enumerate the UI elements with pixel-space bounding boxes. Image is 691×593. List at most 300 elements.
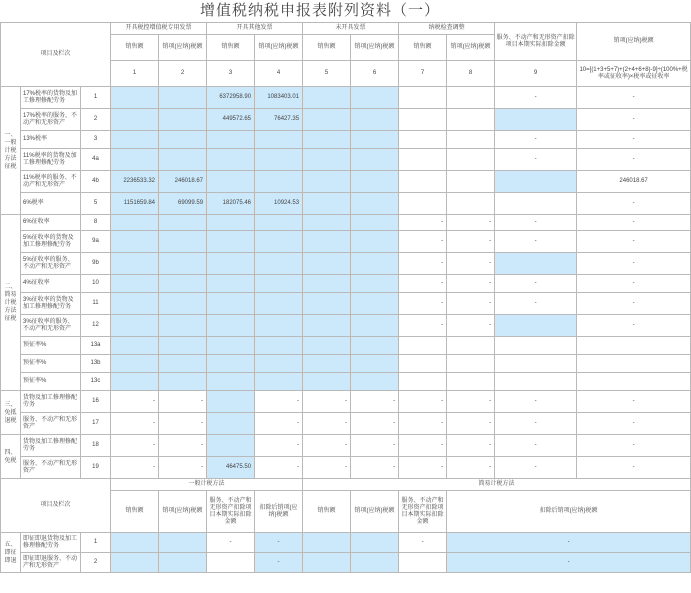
value-cell <box>207 231 255 253</box>
value-cell <box>447 171 495 193</box>
value-cell <box>111 109 159 131</box>
table-row <box>1 337 691 355</box>
value-cell: 69099.59 <box>159 193 207 215</box>
value-cell <box>159 149 207 171</box>
row-number: 3 <box>81 131 111 149</box>
value-cell <box>207 171 255 193</box>
form-title: 增值税纳税申报表附列资料（一） <box>199 2 440 19</box>
tax-header: 销项(应纳)税额 <box>351 491 399 533</box>
value-cell: - <box>351 391 399 413</box>
value-cell <box>255 275 303 293</box>
row-label: 预征率% <box>21 355 81 373</box>
value-cell <box>207 131 255 149</box>
value-cell <box>207 373 255 391</box>
value-cell <box>351 149 399 171</box>
value-cell: - <box>577 215 691 231</box>
value-cell <box>111 315 159 337</box>
table-row <box>1 391 691 413</box>
tax-header: 销项(应纳)税额 <box>351 35 399 61</box>
value-cell <box>207 355 255 373</box>
value-cell: - <box>447 533 691 553</box>
formula-cell: 10=[(1+3+5+7)+(2+4+6+8)-9]÷(100%+税率或征收率)×税率或征收率 <box>577 61 691 87</box>
value-cell <box>207 215 255 231</box>
value-cell <box>495 315 577 337</box>
value-cell <box>303 553 351 573</box>
value-cell <box>255 315 303 337</box>
value-cell: - <box>399 533 447 553</box>
value-cell <box>303 355 351 373</box>
value-cell: 76427.35 <box>255 109 303 131</box>
value-cell <box>447 193 495 215</box>
row-number: 12 <box>81 315 111 337</box>
value-cell: - <box>447 435 495 457</box>
table-row <box>1 275 691 293</box>
row-label: 3%征收率的货物及加工修理修配劳务 <box>21 293 81 315</box>
value-cell: 46475.50 <box>207 457 255 479</box>
section-label: 三、免抵退税 <box>1 391 21 435</box>
value-cell <box>303 337 351 355</box>
col-number: 4 <box>255 61 303 87</box>
value-cell: - <box>303 457 351 479</box>
value-cell <box>207 391 255 413</box>
value-cell <box>495 373 577 391</box>
value-cell: - <box>577 275 691 293</box>
value-cell: 1083403.01 <box>255 87 303 109</box>
tax-header: 销项(应纳)税额 <box>255 35 303 61</box>
row-label: 4%征收率 <box>21 275 81 293</box>
value-cell <box>495 355 577 373</box>
value-cell <box>399 553 447 573</box>
value-cell <box>303 171 351 193</box>
value-cell: - <box>447 315 495 337</box>
row-number: 9b <box>81 253 111 275</box>
value-cell: - <box>399 413 447 435</box>
row-number: 13a <box>81 337 111 355</box>
value-cell <box>255 355 303 373</box>
row-number: 2 <box>81 553 111 573</box>
table-row <box>1 109 691 131</box>
value-cell: - <box>255 435 303 457</box>
value-cell <box>111 131 159 149</box>
table-row <box>1 231 691 253</box>
value-cell <box>207 435 255 457</box>
value-cell <box>159 215 207 231</box>
table-row <box>1 149 691 171</box>
value-cell <box>255 171 303 193</box>
table-row <box>1 193 691 215</box>
value-cell <box>159 131 207 149</box>
row-number: 9a <box>81 231 111 253</box>
value-cell <box>207 337 255 355</box>
value-cell <box>303 253 351 275</box>
value-cell <box>303 109 351 131</box>
tax-header: 销项(应纳)税额 <box>159 491 207 533</box>
value-cell: - <box>159 391 207 413</box>
after-deduct-header: 扣除后销项(应纳)税额 <box>447 491 691 533</box>
value-cell <box>303 315 351 337</box>
value-cell: - <box>577 457 691 479</box>
value-cell: - <box>399 293 447 315</box>
row-label: 13%税率 <box>21 131 81 149</box>
col-number: 3 <box>207 61 255 87</box>
value-cell: 1151659.84 <box>111 193 159 215</box>
value-cell <box>255 337 303 355</box>
row-number: 17 <box>81 413 111 435</box>
value-cell: - <box>577 87 691 109</box>
value-cell: - <box>399 315 447 337</box>
value-cell <box>159 87 207 109</box>
table-row <box>1 457 691 479</box>
sales-header: 销售额 <box>111 491 159 533</box>
row-label: 服务、不动产和无形资产 <box>21 457 81 479</box>
value-cell: - <box>255 391 303 413</box>
value-cell <box>303 275 351 293</box>
row-label: 11%税率的服务、不动产和无形资产 <box>21 171 81 193</box>
value-cell <box>577 337 691 355</box>
value-cell: - <box>111 413 159 435</box>
row-label: 即征即退货物及加工修理修配劳务 <box>21 533 81 553</box>
value-cell: 2236533.32 <box>111 171 159 193</box>
row-label: 货物及加工修理修配劳务 <box>21 435 81 457</box>
table-row <box>1 479 691 491</box>
value-cell <box>577 373 691 391</box>
value-cell <box>399 171 447 193</box>
row-number: 5 <box>81 193 111 215</box>
value-cell: - <box>111 435 159 457</box>
value-cell <box>159 109 207 131</box>
row-number: 13c <box>81 373 111 391</box>
simple-method-header: 简易计税方法 <box>303 479 691 491</box>
value-cell <box>111 87 159 109</box>
value-cell: - <box>111 457 159 479</box>
value-cell: - <box>255 457 303 479</box>
section-label: 五、即征即退 <box>1 533 21 573</box>
value-cell <box>111 373 159 391</box>
after-deduct-header: 扣除后销项(应纳)税额 <box>255 491 303 533</box>
table-row <box>1 87 691 109</box>
group-header: 开具其他发票 <box>207 23 303 35</box>
value-cell: - <box>399 275 447 293</box>
value-cell: - <box>159 457 207 479</box>
value-cell: - <box>495 215 577 231</box>
value-cell <box>399 131 447 149</box>
value-cell <box>447 373 495 391</box>
col-number: 2 <box>159 61 207 87</box>
value-cell <box>111 355 159 373</box>
value-cell: - <box>447 457 495 479</box>
value-cell: - <box>447 553 691 573</box>
col-number: 9 <box>495 61 577 87</box>
value-cell <box>111 533 159 553</box>
value-cell <box>303 87 351 109</box>
value-cell <box>111 149 159 171</box>
group-header: 未开具发票 <box>303 23 399 35</box>
value-cell <box>495 109 577 131</box>
value-cell <box>303 533 351 553</box>
value-cell: - <box>351 457 399 479</box>
value-cell <box>351 253 399 275</box>
value-cell: - <box>447 275 495 293</box>
table-row <box>1 131 691 149</box>
value-cell <box>351 355 399 373</box>
item-col-header: 项目及栏次 <box>1 23 111 87</box>
value-cell <box>207 275 255 293</box>
value-cell: - <box>303 391 351 413</box>
value-cell <box>399 193 447 215</box>
value-cell <box>111 215 159 231</box>
row-number: 16 <box>81 391 111 413</box>
value-cell: - <box>303 413 351 435</box>
general-method-header: 一般计税方法 <box>111 479 303 491</box>
value-cell <box>351 337 399 355</box>
value-cell: - <box>495 231 577 253</box>
value-cell <box>399 149 447 171</box>
value-cell <box>399 337 447 355</box>
value-cell: - <box>577 315 691 337</box>
row-label: 服务、不动产和无形资产 <box>21 413 81 435</box>
col-number: 1 <box>111 61 159 87</box>
value-cell <box>159 355 207 373</box>
value-cell: - <box>577 131 691 149</box>
value-cell <box>159 315 207 337</box>
value-cell <box>207 253 255 275</box>
table-row <box>1 413 691 435</box>
table-row <box>1 215 691 231</box>
row-label: 5%征收率的货物及加工修理修配劳务 <box>21 231 81 253</box>
table-row <box>1 23 691 35</box>
value-cell: - <box>255 553 303 573</box>
value-cell: - <box>577 391 691 413</box>
value-cell <box>303 193 351 215</box>
value-cell <box>351 87 399 109</box>
value-cell <box>399 109 447 131</box>
value-cell <box>303 231 351 253</box>
value-cell <box>255 373 303 391</box>
tax-header: 销项(应纳)税额 <box>159 35 207 61</box>
row-label: 即征即退服务、不动产和无形资产 <box>21 553 81 573</box>
value-cell: - <box>255 533 303 553</box>
group-header: 纳税检查调整 <box>399 23 495 35</box>
value-cell: - <box>447 253 495 275</box>
col-number: 6 <box>351 61 399 87</box>
deduct-header: 服务、不动产和无形资产扣除项目本期实际扣除金额 <box>399 491 447 533</box>
value-cell <box>495 253 577 275</box>
table-row <box>1 553 691 573</box>
value-cell <box>351 553 399 573</box>
value-cell: - <box>351 413 399 435</box>
value-cell: - <box>495 275 577 293</box>
value-cell: - <box>577 435 691 457</box>
value-cell: - <box>577 413 691 435</box>
row-number: 19 <box>81 457 111 479</box>
row-label: 17%税率的货物及加工修理修配劳务 <box>21 87 81 109</box>
value-cell <box>351 373 399 391</box>
value-cell <box>495 171 577 193</box>
value-cell: - <box>159 413 207 435</box>
table-row <box>1 171 691 193</box>
value-cell <box>255 253 303 275</box>
value-cell <box>447 109 495 131</box>
row-label: 17%税率的服务、不动产和无形资产 <box>21 109 81 131</box>
value-cell <box>447 355 495 373</box>
value-cell: - <box>495 149 577 171</box>
value-cell: - <box>495 413 577 435</box>
value-cell <box>495 193 577 215</box>
attached-schedule-table <box>0 22 691 573</box>
value-cell <box>159 337 207 355</box>
value-cell: - <box>577 231 691 253</box>
value-cell: - <box>495 457 577 479</box>
item-col-header: 项目及栏次 <box>1 479 111 533</box>
section-label: 一、一般计税方法征税 <box>1 87 21 215</box>
value-cell <box>303 293 351 315</box>
value-cell <box>111 275 159 293</box>
table-row <box>1 435 691 457</box>
value-cell: - <box>111 391 159 413</box>
table-row <box>1 253 691 275</box>
value-cell: - <box>495 293 577 315</box>
deduct-header: 服务、不动产和无形资产扣除项目本期实际扣除金额 <box>495 23 577 61</box>
value-cell: - <box>399 215 447 231</box>
value-cell <box>447 149 495 171</box>
value-cell: - <box>303 435 351 457</box>
value-cell: - <box>399 231 447 253</box>
value-cell <box>159 253 207 275</box>
table-row <box>1 533 691 553</box>
value-cell <box>159 553 207 573</box>
row-number: 4b <box>81 171 111 193</box>
section-label: 二、简易计税方法征税 <box>1 215 21 391</box>
value-cell <box>255 215 303 231</box>
row-label: 11%税率的货物及加工修理修配劳务 <box>21 149 81 171</box>
sales-header: 销售额 <box>111 35 159 61</box>
value-cell <box>303 149 351 171</box>
table-row <box>1 373 691 391</box>
value-cell <box>351 171 399 193</box>
table-row <box>1 355 691 373</box>
row-label: 6%税率 <box>21 193 81 215</box>
value-cell <box>207 293 255 315</box>
value-cell: - <box>577 253 691 275</box>
value-cell: - <box>207 533 255 553</box>
value-cell <box>159 231 207 253</box>
row-number: 13b <box>81 355 111 373</box>
value-cell <box>303 131 351 149</box>
value-cell <box>399 87 447 109</box>
value-cell <box>447 87 495 109</box>
row-number: 10 <box>81 275 111 293</box>
value-cell <box>255 231 303 253</box>
value-cell: 182075.46 <box>207 193 255 215</box>
value-cell <box>111 293 159 315</box>
value-cell <box>495 337 577 355</box>
row-number: 18 <box>81 435 111 457</box>
value-cell <box>255 293 303 315</box>
value-cell <box>351 275 399 293</box>
value-cell: - <box>159 435 207 457</box>
value-cell <box>255 149 303 171</box>
value-cell: - <box>447 391 495 413</box>
value-cell <box>207 149 255 171</box>
value-cell <box>351 215 399 231</box>
row-label: 6%征收率 <box>21 215 81 231</box>
row-number: 11 <box>81 293 111 315</box>
value-cell: - <box>399 435 447 457</box>
value-cell <box>447 337 495 355</box>
value-cell <box>351 231 399 253</box>
value-cell: - <box>495 131 577 149</box>
value-cell <box>255 131 303 149</box>
value-cell: 246018.67 <box>577 171 691 193</box>
row-number: 1 <box>81 87 111 109</box>
value-cell: - <box>399 457 447 479</box>
value-cell <box>111 553 159 573</box>
value-cell <box>351 131 399 149</box>
row-number: 2 <box>81 109 111 131</box>
table-row <box>1 293 691 315</box>
row-label: 3%征收率的服务、不动产和无形资产 <box>21 315 81 337</box>
value-cell: - <box>255 413 303 435</box>
row-number: 8 <box>81 215 111 231</box>
output-tax-header: 销项(应纳)税额 <box>577 23 691 61</box>
col-number: 8 <box>447 61 495 87</box>
value-cell <box>111 231 159 253</box>
col-number: 7 <box>399 61 447 87</box>
value-cell: - <box>447 413 495 435</box>
value-cell <box>447 131 495 149</box>
value-cell <box>351 293 399 315</box>
value-cell <box>207 413 255 435</box>
value-cell: - <box>495 87 577 109</box>
value-cell <box>351 193 399 215</box>
value-cell: - <box>577 293 691 315</box>
value-cell: - <box>495 435 577 457</box>
value-cell: - <box>577 193 691 215</box>
value-cell: 6372958.90 <box>207 87 255 109</box>
value-cell <box>111 337 159 355</box>
value-cell: - <box>351 435 399 457</box>
value-cell <box>351 315 399 337</box>
value-cell: 449572.65 <box>207 109 255 131</box>
row-number: 4a <box>81 149 111 171</box>
col-number: 5 <box>303 61 351 87</box>
value-cell <box>207 553 255 573</box>
value-cell <box>159 293 207 315</box>
sales-header: 销售额 <box>207 35 255 61</box>
value-cell <box>351 533 399 553</box>
value-cell <box>577 355 691 373</box>
value-cell: - <box>399 253 447 275</box>
value-cell: - <box>577 149 691 171</box>
value-cell <box>111 253 159 275</box>
value-cell: 10924.53 <box>255 193 303 215</box>
tax-header: 销项(应纳)税额 <box>447 35 495 61</box>
row-label: 5%征收率的服务、不动产和无形资产 <box>21 253 81 275</box>
sales-header: 销售额 <box>399 35 447 61</box>
value-cell: - <box>577 109 691 131</box>
value-cell <box>159 373 207 391</box>
value-cell: 246018.67 <box>159 171 207 193</box>
value-cell <box>303 215 351 231</box>
value-cell: - <box>447 231 495 253</box>
value-cell <box>303 373 351 391</box>
row-label: 预征率% <box>21 373 81 391</box>
value-cell <box>159 275 207 293</box>
value-cell: - <box>447 215 495 231</box>
group-header: 开具税控增值税专用发票 <box>111 23 207 35</box>
row-label: 货物及加工修理修配劳务 <box>21 391 81 413</box>
value-cell <box>159 533 207 553</box>
